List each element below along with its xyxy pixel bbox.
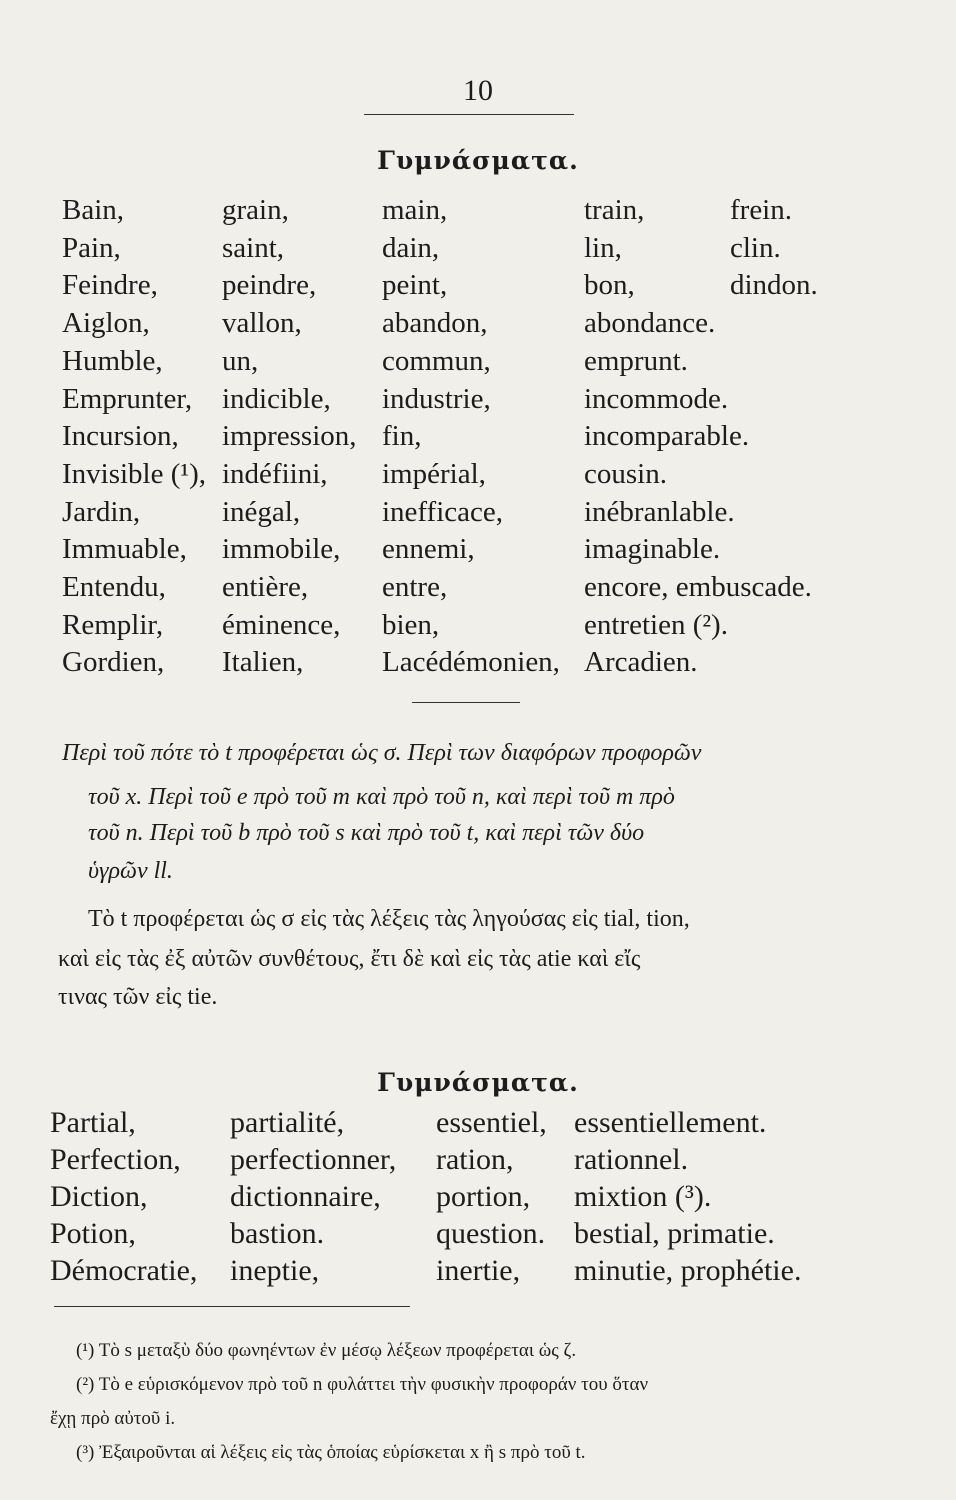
exercises-heading-1: Γυμνάσματα. — [377, 146, 579, 175]
word-cell: encore, embuscade. — [584, 571, 812, 603]
page-number: 10 — [463, 74, 493, 107]
section-divider — [412, 702, 520, 703]
footnote-2-continued: ἔχῃ πρὸ αὐτοῦ i. — [50, 1408, 176, 1429]
word-cell: Bain, — [62, 194, 125, 226]
word-cell: ineptie, — [230, 1254, 320, 1287]
word-cell: saint, — [222, 232, 285, 264]
word-cell: Incursion, — [62, 420, 179, 452]
word-cell: minutie, prophétie. — [574, 1254, 802, 1287]
word-cell: mixtion (³). — [574, 1180, 712, 1213]
word-cell: entière, — [222, 571, 309, 603]
word-cell: Italien, — [222, 646, 304, 678]
word-cell: industrie, — [382, 383, 491, 415]
word-cell: indicible, — [222, 383, 331, 415]
word-cell: cousin. — [584, 458, 667, 490]
word-cell: inébranlable. — [584, 496, 735, 528]
word-cell: Entendu, — [62, 571, 166, 603]
intro-line-1: Περὶ τοῦ πότε τὸ t προφέρεται ὡς σ. Περὶ των διαφόρων προφορῶν — [62, 740, 702, 766]
word-cell: essentiel, — [436, 1106, 547, 1139]
word-cell: bestial, primatie. — [574, 1217, 775, 1250]
word-cell: incommode. — [584, 383, 729, 415]
word-cell: peint, — [382, 269, 448, 301]
word-cell: dictionnaire, — [230, 1180, 381, 1213]
word-cell: ennemi, — [382, 533, 475, 565]
word-cell: incomparable. — [584, 420, 750, 452]
word-cell: un, — [222, 345, 259, 377]
footnote-rule — [54, 1306, 410, 1307]
word-cell: abondance. — [584, 307, 716, 339]
word-cell: peindre, — [222, 269, 317, 301]
footnote-1: (¹) Τὸ s μεταξὺ δύο φωνηέντων ἐν μέσῳ λέξεων προφέρεται ὡς ζ. — [76, 1340, 577, 1361]
word-cell: partialité, — [230, 1106, 345, 1139]
word-cell: éminence, — [222, 609, 341, 641]
word-cell: imaginable. — [584, 533, 721, 565]
word-cell: Lacédémonien, — [382, 646, 560, 678]
word-cell: rationnel. — [574, 1143, 689, 1176]
word-cell: inefficace, — [382, 496, 504, 528]
footnote-3: (³) Ἐξαιροῦνται αἱ λέξεις εἰς τὰς ὁποίας εὑρίσκεται x ἢ s πρὸ τοῦ t. — [76, 1442, 586, 1463]
intro-line-2: τοῦ x. Περὶ τοῦ e πρὸ τοῦ m καὶ πρὸ τοῦ n, καὶ περὶ τοῦ m πρὸ — [88, 784, 675, 810]
word-cell: fin, — [382, 420, 422, 452]
word-cell: Perfection, — [50, 1143, 181, 1176]
word-cell: perfectionner, — [230, 1143, 397, 1176]
intro-line-3: τοῦ n. Περὶ τοῦ b πρὸ τοῦ s καὶ πρὸ τοῦ t, καὶ περὶ τῶν δύο — [88, 820, 645, 846]
word-cell: Pain, — [62, 232, 121, 264]
rule-line-3: τινας τῶν εἰς tie. — [58, 984, 218, 1010]
top-rule — [364, 114, 574, 115]
word-cell: Diction, — [50, 1180, 148, 1213]
word-cell: entretien (²). — [584, 609, 728, 641]
word-cell: lin, — [584, 232, 622, 264]
word-cell: impression, — [222, 420, 357, 452]
word-cell: indéfiini, — [222, 458, 328, 490]
word-cell: dain, — [382, 232, 440, 264]
word-cell: frein. — [730, 194, 792, 226]
word-cell: train, — [584, 194, 645, 226]
word-cell: entre, — [382, 571, 448, 603]
exercises-heading-2: Γυμνάσματα. — [377, 1068, 579, 1097]
word-cell: Remplir, — [62, 609, 164, 641]
word-cell: main, — [382, 194, 448, 226]
word-cell: clin. — [730, 232, 781, 264]
word-cell: Potion, — [50, 1217, 136, 1250]
word-cell: Emprunter, — [62, 383, 193, 415]
word-cell: Feindre, — [62, 269, 158, 301]
word-cell: grain, — [222, 194, 289, 226]
word-cell: immobile, — [222, 533, 341, 565]
intro-line-4: ὑγρῶν ll. — [88, 858, 173, 884]
word-cell: Jardin, — [62, 496, 141, 528]
word-cell: inégal, — [222, 496, 301, 528]
word-cell: ration, — [436, 1143, 514, 1176]
word-cell: Gordien, — [62, 646, 165, 678]
word-cell: inertie, — [436, 1254, 521, 1287]
rule-line-2: καὶ εἰς τὰς ἐξ αὐτῶν συνθέτους, ἔτι δὲ καὶ εἰς τὰς atie καὶ εἴς — [58, 946, 641, 972]
word-cell: abandon, — [382, 307, 488, 339]
word-cell: question. — [436, 1217, 546, 1250]
word-cell: Humble, — [62, 345, 163, 377]
word-cell: Arcadien. — [584, 646, 698, 678]
footnote-2: (²) Τὸ e εὑρισκόμενον πρὸ τοῦ n φυλάττει τὴν φυσικὴν προφοράν του ὅταν — [76, 1374, 649, 1395]
word-cell: bon, — [584, 269, 635, 301]
word-cell: Invisible (¹), — [62, 458, 206, 490]
word-cell: dindon. — [730, 269, 818, 301]
word-cell: bien, — [382, 609, 440, 641]
word-cell: Démocratie, — [50, 1254, 198, 1287]
word-cell: essentiellement. — [574, 1106, 767, 1139]
word-cell: Immuable, — [62, 533, 187, 565]
word-cell: Aiglon, — [62, 307, 150, 339]
word-cell: emprunt. — [584, 345, 688, 377]
word-cell: vallon, — [222, 307, 302, 339]
word-cell: commun, — [382, 345, 491, 377]
word-cell: portion, — [436, 1180, 531, 1213]
word-cell: impérial, — [382, 458, 486, 490]
word-cell: Partial, — [50, 1106, 136, 1139]
rule-line-1: Τὸ t προφέρεται ὡς σ εἰς τὰς λέξεις τὰς ληγούσας εἰς tial, tion, — [88, 906, 690, 932]
word-cell: bastion. — [230, 1217, 325, 1250]
